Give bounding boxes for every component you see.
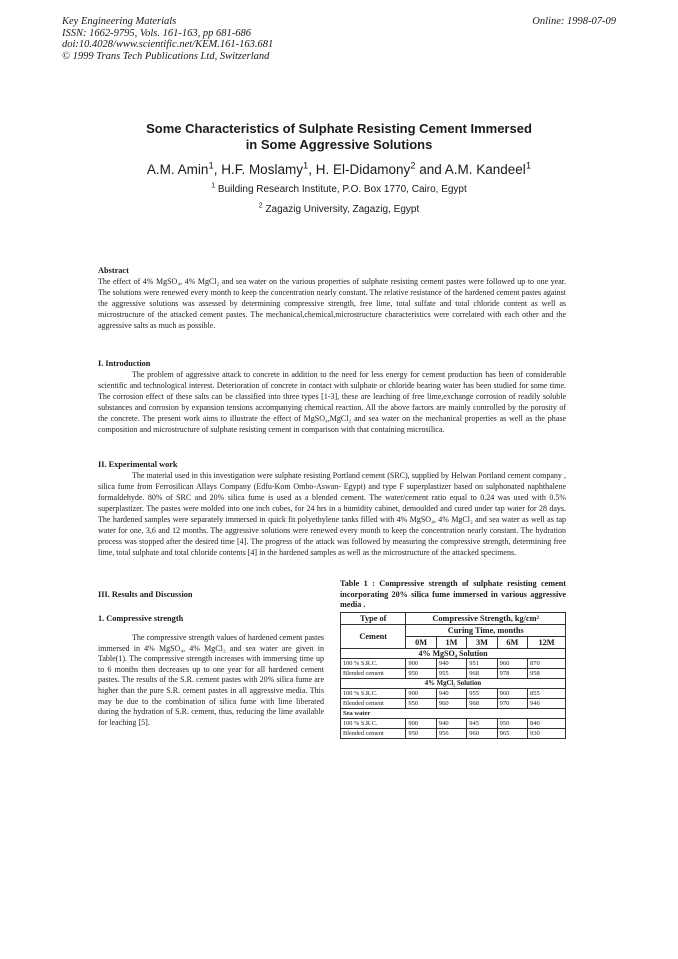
results-heading: III. Results and Discussion [98, 590, 193, 599]
value-cell: 855 [528, 689, 566, 699]
value-cell: 956 [436, 729, 466, 739]
author-affiliation-mark: 1 [208, 160, 214, 172]
value-cell: 968 [467, 669, 497, 679]
table-row [341, 719, 566, 729]
value-cell: 968 [467, 699, 497, 709]
abstract-section [98, 265, 566, 331]
value-cell: 950 [406, 729, 436, 739]
affiliation-mark: 1 [211, 182, 216, 190]
author-name: , H.F. Moslamy [213, 162, 303, 177]
value-cell: 955 [436, 669, 466, 679]
value-cell: 960 [467, 729, 497, 739]
value-cell: 950 [497, 719, 527, 729]
introduction-section [98, 358, 566, 435]
type-of-header: Type of [341, 613, 406, 625]
journal-doi: doi:10.4028/www.scientific.net/KEM.161-163.681 [62, 39, 274, 50]
table-section-row [341, 679, 566, 689]
journal-name: Key Engineering Materials [62, 16, 177, 27]
month-header: 3M [467, 637, 497, 649]
value-cell: 960 [497, 689, 527, 699]
abstract-text: The effect of 4% MgSO₄, 4% MgCl₂ and sea water on the various properties of sulphate resisting cement pastes were followed up to one year. The solutions were renewed every month to keep the concentration nearly constant. The relative resistance of the hardened cement pastes against the aggressive solutions was assessed by determining compressive strength, free lime, total sulfate and total chloride content as well as microstructure of the attacked cement pastes. The mechanical,chemical,microstructure characteristics were correlated with each other and the aggressive salts as much as possible. [98, 277, 566, 330]
journal-copyright: © 1999 Trans Tech Publications Ltd, Switzerland [62, 50, 270, 62]
author-affiliation-mark: 1 [525, 160, 532, 172]
online-date: Online: 1998-07-09 [532, 16, 616, 27]
cement-header: Cement [341, 625, 406, 649]
table-row [341, 659, 566, 669]
cement-type-cell: 100 % S.R.C. [341, 719, 406, 729]
paper-title [60, 121, 618, 153]
table-header-row [341, 625, 566, 637]
table-header-row [341, 613, 566, 625]
value-cell: 930 [528, 729, 566, 739]
affiliation-text: Zagazig University, Zagazig, Egypt [262, 204, 420, 215]
value-cell: 960 [497, 659, 527, 669]
value-cell: 978 [497, 669, 527, 679]
compressive-strength-text: The compressive strength values of hardened cement pastes immersed in 4% MgSO₄, 4% MgCl₂ and sea water are given in Table(1). The compressive strength increases with immersing time up to 6 months then decreases up to one year for all hardened cement pastes. The results of the S.R. cement pastes with 20% silica fume are higher than the pure S.R. cement pastes in all aggressive media. This may be due to the combination of silica fume with lime liberated during the hydration of S.R. cement, thus, reducing the lime available for leaching [5]. [98, 633, 324, 727]
compressive-strength-table [340, 612, 566, 739]
author-affiliation-mark: 1 [302, 160, 309, 172]
cement-type-cell: Blended cement [341, 699, 406, 709]
value-cell: 970 [497, 699, 527, 709]
value-cell: 940 [436, 689, 466, 699]
value-cell: 900 [406, 659, 436, 669]
table-section-row [341, 709, 566, 719]
value-cell: 900 [406, 689, 436, 699]
cement-type-cell: 100 % S.R.C. [341, 689, 406, 699]
section-label: 4% MgCl₂ Solution [341, 679, 566, 689]
affiliation-text: Building Research Institute, P.O. Box 1770, Cairo, Egypt [215, 184, 467, 195]
table-section-row [341, 649, 566, 659]
author-name: A.M. Amin [146, 162, 209, 177]
month-header: 0M [406, 637, 436, 649]
affiliation-1 [60, 184, 618, 195]
cement-type-cell: Blended cement [341, 669, 406, 679]
author-name: , H. El-Didamony [308, 162, 411, 177]
affiliation-2 [60, 204, 618, 215]
value-cell: 955 [467, 689, 497, 699]
cement-type-cell: Blended cement [341, 729, 406, 739]
table-row [341, 729, 566, 739]
section-label: 4% MgSO₄ Solution [341, 649, 566, 659]
value-cell: 840 [528, 719, 566, 729]
table-row [341, 689, 566, 699]
value-cell: 950 [406, 699, 436, 709]
value-cell: 950 [406, 669, 436, 679]
author-list [60, 162, 618, 177]
journal-header [62, 16, 273, 62]
curing-header: Curing Time, months [406, 625, 566, 637]
value-cell: 940 [436, 659, 466, 669]
section-label: Sea water [341, 709, 566, 719]
experimental-heading: II. Experimental work [98, 460, 178, 469]
value-cell: 951 [467, 659, 497, 669]
value-cell: 870 [528, 659, 566, 669]
title-line-2: in Some Aggressive Solutions [245, 137, 433, 152]
experimental-section [98, 459, 566, 558]
month-header: 6M [497, 637, 527, 649]
introduction-text: The problem of aggressive attack to concrete in addition to the need for less energy for cement production has been of considerable scientific and technological interest. Deterioration of concrete in contact with sulphate or chloride bearing water has been studied for some time. The corrosion effect of these salts can be classified into three types [1-3], these are leaching of free lime,exchange corrosion of readily soluble substances and corrosion by expansion tensions accompanying chemical reaction. All the above factors are mainly controlled by the porosity of the concrete. The present work aims to illustrate the effect of MgSO₄,MgCl₂ and sea water on the mechanical properties as well as the phase composition and microstructure of sulphate resisting cement in comparison with that containing microsilica. [98, 370, 566, 434]
title-line-1: Some Characteristics of Sulphate Resisting Cement Immersed [146, 121, 532, 136]
month-header: 12M [528, 637, 566, 649]
table-row [341, 699, 566, 709]
table-row [341, 669, 566, 679]
introduction-heading: I. Introduction [98, 359, 151, 368]
value-cell: 940 [436, 719, 466, 729]
value-cell: 958 [528, 669, 566, 679]
abstract-heading: Abstract [98, 266, 129, 275]
journal-issn: ISSN: 1662-9795, Vols. 161-163, pp 681-686 [62, 27, 251, 39]
compressive-strength-heading: 1. Compressive strength [98, 614, 184, 623]
table-caption: Table 1 : Compressive strength of sulphate resisting cement incorporating 20% silica fume immersed in various aggressive media . [340, 579, 566, 609]
strength-header: Compressive Strength, kg/cm² [406, 613, 566, 625]
cement-type-cell: 100 % S.R.C. [341, 659, 406, 669]
author-affiliation-mark: 2 [410, 160, 416, 172]
affiliation-mark: 2 [258, 202, 263, 210]
value-cell: 945 [467, 719, 497, 729]
value-cell: 900 [406, 719, 436, 729]
value-cell: 960 [436, 699, 466, 709]
value-cell: 946 [528, 699, 566, 709]
value-cell: 965 [497, 729, 527, 739]
experimental-text: The material used in this investigation were sulphate resisting Portland cement (SRC), supplied by Helwan Portland cement company , silica fume from Ferrosilican Allays Company (Edfu-Kom Ombo-Aswan- Egypt) and type F superplastizer based on sulphonated naphthalene formaldehyde. 80% of SRC and 20% silica fume is used as a blended cement. The water/cement ratio equal to 0.24 was used with 0.5% superplastizer. The pastes were molded into one inch cubes, for 24 hrs in a humidity cabinet, demoulded and cured under tap water for 28 days. The hardened samples were separately immersed in quick fit polyethylene tanks filled with 4% MgSO₄, 4% MgCl₂ and sea water as well as tap water for one, 3,6 and 12 months. The aggressive solutions were renewed every month to keep the concentration nearly constant. The hydration process was stopped after the desired time [4]. The progress of the attack was followed by measuring the compressive strength, determining free lime, total sulphate and total chloride contents [4] in the hardened samples as well as the microstructure of the attacked specimens. [98, 471, 566, 557]
month-header: 1M [436, 637, 466, 649]
author-name: and A.M. Kandeel [415, 162, 526, 177]
